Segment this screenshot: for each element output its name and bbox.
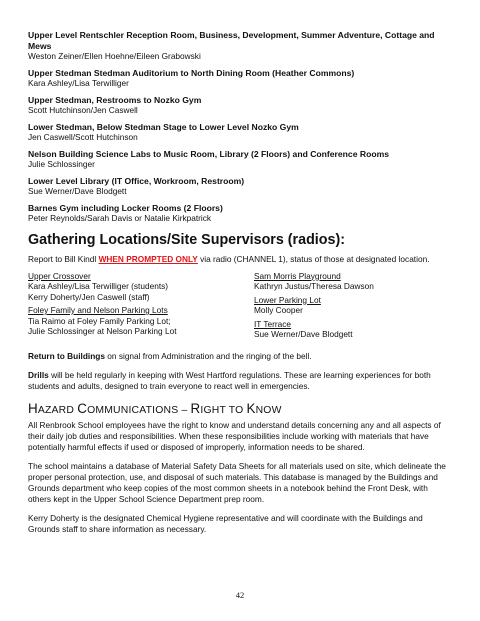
gathering-location xyxy=(28,305,254,337)
return-label: Return to Buildings xyxy=(28,350,105,361)
when-prompted-emphasis: WHEN PROMPTED ONLY xyxy=(98,253,198,264)
hazard-heading-part: OMMUNICATIONS – xyxy=(87,404,191,416)
sweep-location: Upper Stedman Stedman Auditorium to North Dining Room (Heather Commons) xyxy=(28,67,355,78)
hazard-paragraph: The school maintains a database of Material Safety Data Sheets for all materials used on site, which delineate the proper personal protection, use, and disposal of such materials. This database is managed by the Buildings and Grounds department who keep copies of the most common sheets in a notebook behind the Front Desk, with others kept in the Upper School Science Department prep room. xyxy=(28,460,446,504)
gathering-location xyxy=(254,319,452,340)
sweep-entry xyxy=(28,149,452,170)
return-paragraph xyxy=(28,351,452,362)
drills-paragraph xyxy=(28,370,452,392)
gathering-location-name: Upper Crossover xyxy=(28,270,91,281)
hazard-heading-part: K xyxy=(246,400,256,416)
hazard-heading xyxy=(28,401,452,419)
sweep-entry xyxy=(28,122,452,143)
sweep-people: Sue Werner/Dave Blodgett xyxy=(28,186,127,196)
sweep-location: Lower Level Library (IT Office, Workroom, Restroom) xyxy=(28,175,245,186)
page-content xyxy=(28,30,452,535)
gathering-column-right xyxy=(254,271,452,343)
gathering-location xyxy=(254,295,452,316)
hazard-heading-part: C xyxy=(77,400,88,416)
hazard-heading-part: R xyxy=(190,400,201,416)
gathering-location-name: IT Terrace xyxy=(254,318,292,329)
gathering-location-name: Foley Family and Nelson Parking Lots xyxy=(28,305,168,315)
hazard-paragraph: All Renbrook School employees have the right to know and understand details concerning any and all aspects of their daily job duties and responsibilities. When these responsibilities include working with materials that have potentially harmful effects if used or disposed of improperly, information needs to be shared. xyxy=(28,419,441,452)
sweep-entry xyxy=(28,30,452,62)
sweep-people: Kara Ashley/Lisa Terwilliger xyxy=(28,78,129,88)
sweep-people: Scott Hutchinson/Jen Caswell xyxy=(28,105,138,115)
sweep-entry xyxy=(28,176,452,197)
sweep-people: Weston Zeiner/Ellen Hoehne/Eileen Grabowski xyxy=(28,51,201,61)
sweep-people: Julie Schlossinger xyxy=(28,159,95,169)
sweep-location: Nelson Building Science Labs to Music Room, Library (2 Floors) and Conference Rooms xyxy=(28,148,389,159)
gathering-column-left xyxy=(28,271,254,343)
sweep-location: Barnes Gym including Locker Rooms (2 Floors) xyxy=(28,202,223,213)
sweep-entry xyxy=(28,95,452,116)
return-text: on signal from Administration and the ringing of the bell. xyxy=(104,350,312,361)
report-text-after: via radio (CHANNEL 1), status of those at designated location. xyxy=(197,253,430,264)
hazard-paragraph: Kerry Doherty is the designated Chemical Hygiene representative and will coordinate with the Buildings and Grounds staff to share information as necessary. xyxy=(28,512,423,534)
hazard-heading-part: AZARD xyxy=(37,404,78,416)
gathering-location xyxy=(28,271,254,303)
sweep-people: Peter Reynolds/Sarah Davis or Natalie Kirkpatrick xyxy=(28,213,212,223)
supervisor-line: Tia Raimo at Foley Family Parking Lot; xyxy=(28,315,171,326)
page-number: 42 xyxy=(235,590,245,600)
sweep-location: Lower Stedman, Below Stedman Stage to Lower Level Nozko Gym xyxy=(28,121,299,132)
supervisor-line: Kara Ashley/Lisa Terwilliger (students) xyxy=(28,281,169,291)
gathering-columns xyxy=(28,271,452,343)
sweep-location: Upper Level Rentschler Reception Room, Business, Development, Summer Adventure, Cottage and Mews xyxy=(28,30,435,51)
gathering-heading: Gathering Locations/Site Supervisors (radios): xyxy=(28,231,345,248)
supervisor-line: Julie Schlossinger at Nelson Parking Lot xyxy=(28,326,177,336)
drills-text: will be held regularly in keeping with West Hartford regulations. These are learning experiences for both students and adults, designed to train everyone to react well in emergencies. xyxy=(28,369,431,391)
supervisor-line: Sue Werner/Dave Blodgett xyxy=(254,329,353,339)
report-instruction xyxy=(28,254,452,265)
sweep-entry xyxy=(28,68,452,89)
sweep-people: Jen Caswell/Scott Hutchinson xyxy=(28,132,138,142)
hazard-heading-part: IGHT TO xyxy=(200,404,247,416)
supervisor-line: Molly Cooper xyxy=(254,305,303,315)
supervisor-line: Kerry Doherty/Jen Caswell (staff) xyxy=(28,291,150,302)
sweep-entry xyxy=(28,203,452,224)
hazard-heading-part: NOW xyxy=(255,404,282,416)
sweep-location: Upper Stedman, Restrooms to Nozko Gym xyxy=(28,94,202,105)
gathering-location-name: Sam Morris Playground xyxy=(254,270,341,281)
drills-label: Drills xyxy=(28,369,49,380)
sweep-list xyxy=(28,30,452,224)
hazard-heading-part: H xyxy=(28,400,38,416)
report-text-before: Report to Bill Kindl xyxy=(28,253,99,264)
gathering-location xyxy=(254,271,452,292)
supervisor-line: Kathryn Justus/Theresa Dawson xyxy=(254,281,374,291)
gathering-location-name: Lower Parking Lot xyxy=(254,294,321,305)
